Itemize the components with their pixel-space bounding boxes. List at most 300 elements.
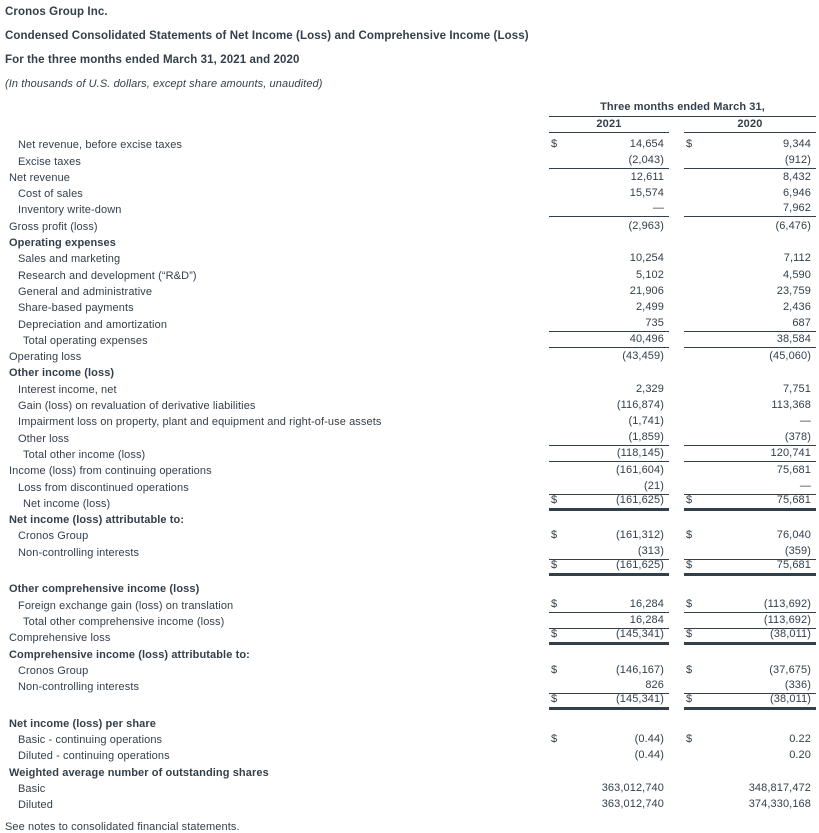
- table-row: [5, 315, 816, 331]
- value-2021: (118,145): [616, 446, 664, 459]
- table-row: [5, 462, 816, 478]
- column-gap: [669, 283, 684, 299]
- value-2020: 76,040: [776, 529, 811, 542]
- value-cell-2020: [684, 315, 816, 331]
- row-label: General and administrative: [18, 285, 153, 298]
- value-cell-2021: [549, 527, 669, 543]
- dollar-sign: $: [686, 493, 693, 506]
- column-gap: [669, 796, 684, 812]
- table-row: [5, 266, 816, 282]
- dollar-sign: $: [551, 732, 558, 745]
- value-2020: 75,681: [776, 464, 811, 477]
- table-body: [5, 136, 816, 812]
- value-2020: 7,112: [783, 252, 811, 265]
- value-cell-2020: [684, 250, 816, 266]
- table-row: [5, 511, 816, 527]
- value-2020: 0.22: [789, 732, 811, 745]
- row-label: Foreign exchange gain (loss) on translation: [18, 599, 234, 612]
- value-2021: 12,611: [630, 170, 664, 183]
- dollar-sign: $: [551, 597, 558, 610]
- value-2020: —: [799, 415, 811, 428]
- dollar-sign: $: [686, 693, 693, 706]
- table-header: [5, 101, 816, 133]
- column-gap: [669, 397, 684, 413]
- table-row: [5, 234, 816, 250]
- value-cell-2021: [549, 580, 669, 596]
- row-label: Impairment loss on property, plant and equipment and right-of-use assets: [18, 416, 382, 429]
- value-cell-2020: [684, 446, 816, 462]
- dollar-sign: $: [551, 693, 558, 706]
- value-cell-2021: [549, 446, 669, 462]
- value-2020: 38,584: [776, 332, 811, 345]
- value-2020: —: [799, 479, 811, 492]
- value-2021: (161,604): [616, 464, 664, 477]
- column-gap: [669, 380, 684, 396]
- table-row: [5, 714, 816, 730]
- table-row: [5, 332, 816, 348]
- row-label: Net income (loss): [23, 497, 111, 510]
- column-gap: [669, 580, 684, 596]
- table-row: [5, 694, 816, 710]
- row-label: Comprehensive income (loss) attributable to:: [9, 648, 250, 661]
- value-cell-2020: [684, 613, 816, 629]
- column-gap: [669, 780, 684, 796]
- table-row: [5, 364, 816, 380]
- period-header: Three months ended March 31,: [549, 101, 816, 117]
- dollar-sign: $: [551, 559, 558, 572]
- value-2020: (38,011): [770, 693, 811, 706]
- table-row: [5, 185, 816, 201]
- value-2021: (1,859): [628, 430, 664, 443]
- row-label: Gain (loss) on revaluation of derivative liabilities: [18, 400, 256, 413]
- row-label: Loss from discontinued operations: [18, 481, 189, 494]
- value-2021: 826: [645, 679, 664, 692]
- value-cell-2020: [684, 462, 816, 478]
- table-row: [5, 527, 816, 543]
- value-2021: (116,874): [616, 399, 664, 412]
- company-name: Cronos Group Inc.: [5, 6, 108, 18]
- column-gap: [669, 136, 684, 152]
- column-gap: [669, 462, 684, 478]
- value-cell-2020: [684, 511, 816, 527]
- value-cell-2020: [684, 645, 816, 661]
- value-cell-2020: [684, 543, 816, 559]
- value-2021: 735: [645, 316, 664, 329]
- value-cell-2020: [684, 478, 816, 494]
- value-cell-2021: [549, 613, 669, 629]
- value-cell-2021: [549, 747, 669, 763]
- dollar-sign: $: [686, 138, 693, 151]
- column-gap: [669, 413, 684, 429]
- column-gap: [669, 234, 684, 250]
- row-label: Basic - continuing operations: [18, 733, 163, 746]
- value-cell-2021: [549, 332, 669, 348]
- value-2021: (161,625): [616, 559, 664, 572]
- table-row: [5, 580, 816, 596]
- row-label: Excise taxes: [18, 155, 81, 168]
- value-cell-2021: [549, 462, 669, 478]
- column-gap: [669, 266, 684, 282]
- value-cell-2021: [549, 543, 669, 559]
- column-gap: [669, 747, 684, 763]
- value-cell-2020: [684, 364, 816, 380]
- row-label: Inventory write-down: [18, 204, 122, 217]
- row-label: Cost of sales: [18, 188, 83, 201]
- value-cell-2021: [549, 796, 669, 812]
- value-cell-2021: [549, 250, 669, 266]
- dollar-sign: $: [686, 597, 693, 610]
- table-row: [5, 169, 816, 185]
- value-cell-2020: [684, 429, 816, 445]
- value-2020: (113,692): [763, 613, 811, 626]
- row-label: [5, 709, 549, 710]
- table-row: [5, 152, 816, 168]
- value-cell-2020: [684, 413, 816, 429]
- table-row: [5, 731, 816, 747]
- value-2020: 8,432: [782, 170, 811, 183]
- value-2020: (6,476): [775, 219, 811, 232]
- row-label: Net income (loss) attributable to:: [9, 514, 185, 527]
- value-cell-2021: [549, 596, 669, 612]
- table-row: [5, 478, 816, 494]
- table-row: [5, 429, 816, 445]
- value-2020: (37,675): [769, 663, 811, 676]
- value-2021: 2,329: [635, 382, 664, 395]
- statement-title: Condensed Consolidated Statements of Net Income (Loss) and Comprehensive Income (Loss): [5, 30, 529, 42]
- row-label: Net revenue: [9, 171, 71, 184]
- value-cell-2020: [684, 662, 816, 678]
- value-cell-2020: [684, 201, 816, 217]
- value-cell-2020: [684, 380, 816, 396]
- value-2020: (912): [784, 153, 811, 166]
- value-2020: 23,759: [776, 284, 811, 297]
- period-header-row: [5, 101, 816, 117]
- value-2020: (336): [784, 679, 811, 692]
- value-cell-2020: [684, 560, 816, 576]
- value-cell-2020: [684, 678, 816, 694]
- value-cell-2020: [684, 731, 816, 747]
- value-cell-2021: [549, 315, 669, 331]
- value-cell-2021: [549, 678, 669, 694]
- table-row: [5, 560, 816, 576]
- value-cell-2020: [684, 217, 816, 233]
- row-label: Comprehensive loss: [9, 632, 111, 645]
- value-cell-2020: [684, 136, 816, 152]
- table-row: [5, 201, 816, 217]
- value-cell-2020: [684, 348, 816, 364]
- column-gap: [669, 731, 684, 747]
- value-cell-2021: [549, 380, 669, 396]
- value-2020: 75,681: [776, 559, 811, 572]
- value-cell-2021: [549, 629, 669, 645]
- value-2021: 5,102: [635, 268, 664, 281]
- table-row: [5, 299, 816, 315]
- value-2020: (113,692): [763, 597, 811, 610]
- value-2020: 113,368: [771, 399, 811, 412]
- value-2021: 16,284: [629, 613, 664, 626]
- value-cell-2020: [684, 169, 816, 185]
- value-cell-2020: [684, 629, 816, 645]
- dollar-sign: $: [551, 493, 558, 506]
- column-gap: [669, 629, 684, 645]
- column-gap: [669, 662, 684, 678]
- value-2021: (145,341): [616, 628, 664, 641]
- column-gap: [669, 446, 684, 462]
- row-label: Net income (loss) per share: [9, 717, 156, 730]
- year-header-row: [5, 118, 816, 133]
- table-row: [5, 543, 816, 559]
- value-2020: 687: [792, 316, 811, 329]
- value-cell-2020: [684, 152, 816, 168]
- value-2021: 14,654: [629, 138, 664, 151]
- value-cell-2020: [684, 780, 816, 796]
- value-2021: (313): [637, 544, 664, 557]
- value-2020: 374,330,168: [748, 798, 811, 811]
- dollar-sign: $: [686, 732, 693, 745]
- value-2021: (0.44): [634, 749, 664, 762]
- dollar-sign: $: [686, 529, 693, 542]
- column-gap: [669, 429, 684, 445]
- table-row: [5, 495, 816, 511]
- column-gap: [669, 645, 684, 661]
- value-2020: 75,681: [776, 493, 811, 506]
- row-label: Interest income, net: [18, 383, 117, 396]
- row-label: Gross profit (loss): [9, 220, 98, 233]
- value-cell-2021: [549, 217, 669, 233]
- row-label: Sales and marketing: [18, 253, 121, 266]
- table-row: [5, 613, 816, 629]
- value-2021: 40,496: [629, 332, 664, 345]
- value-2021: 16,284: [629, 597, 664, 610]
- value-2021: 21,906: [629, 284, 664, 297]
- value-cell-2021: [549, 694, 669, 710]
- table-row: [5, 763, 816, 779]
- row-label: Cronos Group: [18, 664, 89, 677]
- column-header-2020: 2020: [684, 118, 816, 133]
- value-cell-2021: [549, 136, 669, 152]
- row-label: Share-based payments: [18, 302, 134, 315]
- column-gap: [669, 478, 684, 494]
- column-gap: [669, 348, 684, 364]
- value-cell-2021: [549, 645, 669, 661]
- value-cell-2021: [549, 560, 669, 576]
- row-label: Depreciation and amortization: [18, 318, 168, 331]
- row-label: Net revenue, before excise taxes: [18, 139, 183, 152]
- column-gap: [669, 596, 684, 612]
- value-cell-2020: [684, 527, 816, 543]
- value-2021: 2,499: [635, 301, 664, 314]
- value-cell-2020: [684, 694, 816, 710]
- column-gap: [669, 613, 684, 629]
- column-gap: [669, 315, 684, 331]
- value-2021: (43,459): [622, 350, 664, 363]
- row-label: Total operating expenses: [23, 334, 148, 347]
- table-row: [5, 446, 816, 462]
- value-2020: 120,741: [770, 446, 811, 459]
- row-label: Diluted: [18, 799, 53, 812]
- value-2021: (21): [644, 479, 664, 492]
- value-cell-2021: [549, 413, 669, 429]
- column-gap: [669, 118, 684, 133]
- value-2020: (359): [784, 544, 811, 557]
- value-cell-2021: [549, 364, 669, 380]
- row-label: Total other comprehensive income (loss): [23, 615, 225, 628]
- value-2020: 9,344: [782, 138, 811, 151]
- row-label: Diluted - continuing operations: [18, 750, 170, 763]
- row-label: Operating loss: [9, 351, 82, 364]
- value-cell-2020: [684, 580, 816, 596]
- dollar-sign: $: [686, 559, 693, 572]
- value-cell-2021: [549, 283, 669, 299]
- column-gap: [669, 332, 684, 348]
- table-row: [5, 283, 816, 299]
- table-row: [5, 217, 816, 233]
- column-gap: [669, 217, 684, 233]
- table-row: [5, 250, 816, 266]
- value-cell-2020: [684, 397, 816, 413]
- dollar-sign: $: [551, 663, 558, 676]
- value-2021: (145,341): [616, 693, 664, 706]
- column-gap: [669, 763, 684, 779]
- value-cell-2020: [684, 185, 816, 201]
- value-cell-2021: [549, 478, 669, 494]
- dollar-sign: $: [686, 628, 693, 641]
- table-row: [5, 747, 816, 763]
- value-cell-2021: [549, 185, 669, 201]
- column-gap: [669, 560, 684, 576]
- table-row: [5, 136, 816, 152]
- value-cell-2021: [549, 714, 669, 730]
- value-cell-2021: [549, 731, 669, 747]
- column-gap: [669, 169, 684, 185]
- row-label: Cronos Group: [18, 530, 89, 543]
- header-spacer: [5, 118, 549, 133]
- value-cell-2020: [684, 495, 816, 511]
- value-2021: 363,012,740: [601, 798, 664, 811]
- value-cell-2021: [549, 763, 669, 779]
- value-cell-2021: [549, 780, 669, 796]
- footnote: See notes to consolidated financial statements.: [5, 821, 240, 833]
- row-label: Income (loss) from continuing operations: [9, 465, 212, 478]
- value-2020: (45,060): [769, 350, 811, 363]
- value-cell-2020: [684, 283, 816, 299]
- column-gap: [669, 185, 684, 201]
- value-2021: (161,625): [616, 493, 664, 506]
- value-cell-2021: [549, 152, 669, 168]
- value-cell-2021: [549, 511, 669, 527]
- column-gap: [669, 543, 684, 559]
- column-gap: [669, 495, 684, 511]
- row-label: Other loss: [18, 432, 70, 445]
- column-gap: [669, 694, 684, 710]
- row-label: Non-controlling interests: [18, 681, 140, 694]
- document-header: [5, 5, 816, 91]
- dollar-sign: $: [551, 628, 558, 641]
- column-gap: [669, 678, 684, 694]
- row-label: Total other income (loss): [23, 448, 146, 461]
- value-cell-2021: [549, 662, 669, 678]
- value-2020: 6,946: [782, 187, 811, 200]
- value-2021: (0.44): [634, 732, 664, 745]
- column-gap: [669, 714, 684, 730]
- value-2020: (38,011): [770, 628, 811, 641]
- value-cell-2021: [549, 234, 669, 250]
- value-cell-2021: [549, 397, 669, 413]
- row-label: Other comprehensive income (loss): [9, 583, 200, 596]
- value-2020: 0.20: [789, 749, 811, 762]
- column-gap: [669, 364, 684, 380]
- value-2021: 363,012,740: [601, 781, 664, 794]
- column-gap: [669, 511, 684, 527]
- table-row: [5, 796, 816, 812]
- dollar-sign: $: [551, 529, 558, 542]
- value-cell-2021: [549, 169, 669, 185]
- value-cell-2021: [549, 429, 669, 445]
- value-cell-2020: [684, 596, 816, 612]
- table-row: [5, 348, 816, 364]
- table-row: [5, 662, 816, 678]
- table-row: [5, 629, 816, 645]
- table-row: [5, 645, 816, 661]
- value-2021: (1,741): [628, 415, 664, 428]
- value-cell-2021: [549, 348, 669, 364]
- value-2021: 10,254: [629, 252, 664, 265]
- value-cell-2021: [549, 266, 669, 282]
- value-cell-2020: [684, 747, 816, 763]
- value-cell-2021: [549, 299, 669, 315]
- value-cell-2020: [684, 332, 816, 348]
- value-2021: (2,963): [628, 219, 664, 232]
- row-label: Weighted average number of outstanding shares: [9, 766, 269, 779]
- value-2020: 7,751: [782, 382, 811, 395]
- column-header-2021: 2021: [549, 118, 669, 133]
- row-label: Operating expenses: [9, 237, 116, 250]
- value-cell-2020: [684, 299, 816, 315]
- row-label: Non-controlling interests: [18, 546, 140, 559]
- row-label: Research and development (“R&D”): [18, 269, 197, 282]
- value-cell-2020: [684, 796, 816, 812]
- column-gap: [669, 152, 684, 168]
- value-cell-2021: [549, 201, 669, 217]
- table-row: [5, 780, 816, 796]
- value-cell-2021: [549, 495, 669, 511]
- value-2021: 15,574: [629, 187, 664, 200]
- value-cell-2020: [684, 714, 816, 730]
- row-label: [5, 575, 549, 576]
- table-row: [5, 380, 816, 396]
- value-cell-2020: [684, 266, 816, 282]
- value-2020: 4,590: [782, 268, 811, 281]
- value-2021: (161,312): [616, 529, 664, 542]
- column-gap: [669, 250, 684, 266]
- header-spacer: [5, 101, 549, 117]
- column-gap: [669, 527, 684, 543]
- value-2021: (146,167): [616, 663, 664, 676]
- column-gap: [669, 201, 684, 217]
- units-note: (In thousands of U.S. dollars, except share amounts, unaudited): [5, 78, 323, 90]
- value-2021: (2,043): [628, 153, 664, 166]
- table-row: [5, 413, 816, 429]
- value-2020: 2,436: [782, 301, 811, 314]
- dollar-sign: $: [551, 138, 558, 151]
- value-2020: 7,962: [782, 202, 811, 215]
- dollar-sign: $: [686, 663, 693, 676]
- row-label: Other income (loss): [9, 367, 115, 380]
- value-cell-2020: [684, 763, 816, 779]
- table-row: [5, 678, 816, 694]
- row-label: Basic: [18, 782, 46, 795]
- table-row: [5, 397, 816, 413]
